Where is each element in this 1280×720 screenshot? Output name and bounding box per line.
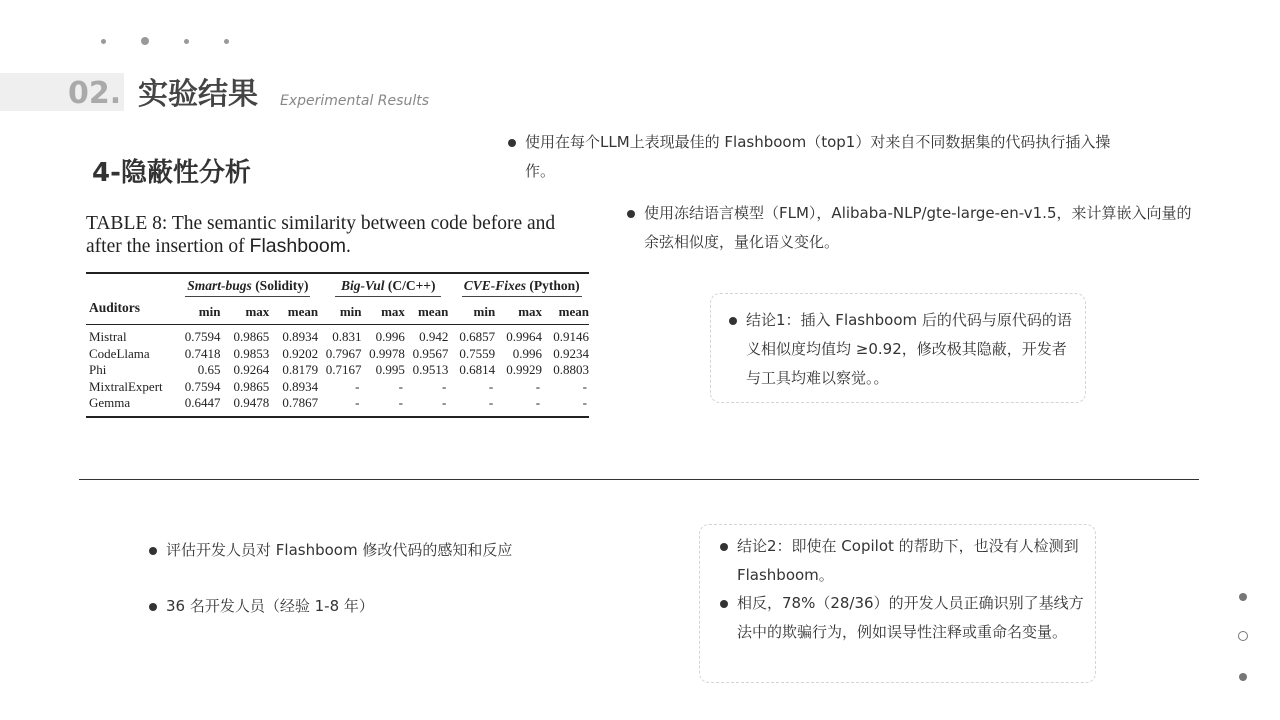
table-cell: 0.996 bbox=[375, 329, 405, 345]
table-cell: 0.8803 bbox=[553, 362, 589, 378]
table-cell: 0.942 bbox=[419, 329, 449, 345]
table-cell: 0.7418 bbox=[184, 345, 221, 361]
bullet-dot bbox=[508, 139, 516, 147]
conclusion-text: 结论2：即使在 Copilot 的帮助下，也没有人检测到 Flashboom。 bbox=[737, 537, 1079, 584]
table-cell: 0.9513 bbox=[412, 362, 449, 378]
section-number: 02. bbox=[68, 76, 122, 111]
table-cell: 0.9202 bbox=[282, 345, 319, 361]
table-cell: 0.7594 bbox=[184, 329, 221, 345]
table-caption bbox=[86, 212, 592, 258]
table-header-auditors: Auditors bbox=[89, 300, 141, 315]
table-cell: 0.8934 bbox=[282, 329, 319, 345]
table-cell: 0.9478 bbox=[233, 395, 270, 411]
page-subtitle: Experimental Results bbox=[280, 93, 429, 109]
table-cell: 0.9146 bbox=[553, 329, 589, 345]
table-cell-model: Gemma bbox=[89, 395, 131, 411]
bullet-dot bbox=[720, 543, 728, 551]
table-cell: - bbox=[441, 378, 447, 394]
table-cell: 0.7967 bbox=[325, 345, 362, 361]
divider bbox=[79, 479, 1199, 480]
slide-nav-dot[interactable] bbox=[1239, 673, 1247, 681]
table-row bbox=[86, 362, 589, 379]
table-group-header: Smart-bugs (Solidity) bbox=[172, 273, 319, 300]
table-cell: 0.65 bbox=[197, 362, 221, 378]
table-cell: 0.996 bbox=[512, 345, 543, 361]
table-cell-model: CodeLlama bbox=[89, 345, 150, 361]
table-cell: 0.7867 bbox=[282, 395, 319, 411]
table-row bbox=[86, 346, 589, 363]
table-cell: 0.8934 bbox=[282, 378, 319, 394]
bullet-item bbox=[627, 199, 1192, 257]
table-cell: 0.9929 bbox=[506, 362, 543, 378]
section-title: 4-隐蔽性分析 bbox=[92, 158, 251, 188]
table-cell: - bbox=[488, 395, 494, 411]
table-cell: 0.9978 bbox=[369, 345, 405, 361]
bullet-item bbox=[508, 128, 1138, 186]
table-subheader: max bbox=[518, 304, 543, 319]
bullet-item bbox=[149, 536, 629, 565]
bullet-dot bbox=[149, 547, 157, 555]
table-cell: - bbox=[582, 395, 587, 411]
bullet-text: 使用在每个LLM上表现最佳的 Flashboom（top1）对来自不同数据集的代码执行插入操作。 bbox=[525, 133, 1111, 180]
bullet-dot bbox=[149, 603, 157, 611]
caption-text: TABLE 8: The semantic similarity between code before and after the insertion of bbox=[86, 213, 556, 257]
bullet-dot bbox=[720, 600, 728, 608]
table-cell: 0.6447 bbox=[184, 395, 221, 411]
table-cell: 0.9264 bbox=[233, 362, 270, 378]
decor-dot bbox=[141, 37, 149, 45]
table-cell: 0.9567 bbox=[412, 345, 449, 361]
caption-brand: Flashboom bbox=[249, 235, 346, 257]
table-cell: - bbox=[355, 378, 360, 394]
table-cell: 0.9234 bbox=[553, 345, 589, 361]
bullet-dot bbox=[729, 317, 737, 325]
table-cell: 0.831 bbox=[332, 329, 362, 345]
bullet-item bbox=[149, 592, 629, 621]
table-cell: 0.7167 bbox=[325, 362, 362, 378]
decor-dot bbox=[101, 39, 106, 44]
decor-dot bbox=[184, 39, 189, 44]
conclusion-text: 结论1：插入 Flashboom 后的代码与原代码的语义相似度均值均 ≥0.92，修改极其隐蔽，开发者与工具均难以察觉。。 bbox=[746, 311, 1072, 387]
table-subheader: min bbox=[473, 304, 496, 319]
table-cell: - bbox=[355, 395, 360, 411]
table-group-header: CVE-Fixes (Python) bbox=[448, 273, 589, 300]
table-row bbox=[86, 325, 589, 346]
table-subheader: max bbox=[245, 304, 270, 319]
table-cell: - bbox=[398, 378, 403, 394]
table-cell: - bbox=[535, 378, 541, 394]
table-cell: 0.7559 bbox=[459, 345, 496, 361]
conclusion-text: 相反，78%（28/36）的开发人员正确识别了基线方法中的欺骗行为，例如误导性注释或重命名变量。 bbox=[737, 594, 1084, 641]
table-cell: 0.9964 bbox=[506, 329, 543, 345]
table-subheader: min bbox=[198, 304, 221, 319]
page-title: 实验结果 bbox=[138, 77, 258, 112]
table-cell: 0.7594 bbox=[184, 378, 221, 394]
table-cell: 0.6857 bbox=[459, 329, 496, 345]
bullet-dot bbox=[627, 210, 635, 218]
table-subheader: mean bbox=[287, 304, 319, 319]
similarity-table bbox=[86, 272, 589, 418]
table-row bbox=[86, 379, 589, 396]
table-cell: - bbox=[441, 395, 447, 411]
table-cell: 0.8179 bbox=[282, 362, 319, 378]
bullet-text: 评估开发人员对 Flashboom 修改代码的感知和反应 bbox=[166, 541, 513, 559]
conclusion-item bbox=[720, 532, 1086, 590]
table-cell: 0.9853 bbox=[233, 345, 270, 361]
table-cell: 0.9865 bbox=[233, 329, 270, 345]
table-cell: - bbox=[582, 378, 587, 394]
table-cell-model: MixtralExpert bbox=[89, 378, 163, 394]
table-cell: 0.6814 bbox=[459, 362, 496, 378]
table-group-header: Big-Vul (C/C++) bbox=[318, 273, 448, 300]
table-cell: - bbox=[398, 395, 403, 411]
slide-nav-dot[interactable] bbox=[1239, 593, 1247, 601]
table-subheader: max bbox=[381, 304, 405, 319]
decor-dot bbox=[224, 39, 229, 44]
table-row bbox=[86, 395, 589, 417]
table-subheader: mean bbox=[417, 304, 449, 319]
table-cell: - bbox=[535, 395, 541, 411]
table-cell-model: Phi bbox=[89, 362, 107, 378]
conclusion-item bbox=[720, 589, 1086, 647]
bullet-text: 36 名开发人员（经验 1-8 年） bbox=[166, 597, 374, 615]
caption-suffix: . bbox=[346, 236, 351, 257]
table-cell: - bbox=[488, 378, 494, 394]
conclusion-item bbox=[729, 306, 1073, 393]
table-subheader: mean bbox=[558, 304, 589, 319]
table-cell: 0.995 bbox=[375, 362, 405, 378]
slide-nav-dot[interactable] bbox=[1238, 631, 1248, 641]
table-cell-model: Mistral bbox=[89, 329, 127, 345]
table-subheader: min bbox=[339, 304, 362, 319]
bullet-text: 使用冻结语言模型（FLM），Alibaba-NLP/gte-large-en-v1.5，来计算嵌入向量的余弦相似度，量化语义变化。 bbox=[644, 204, 1192, 251]
table-cell: 0.9865 bbox=[233, 378, 270, 394]
